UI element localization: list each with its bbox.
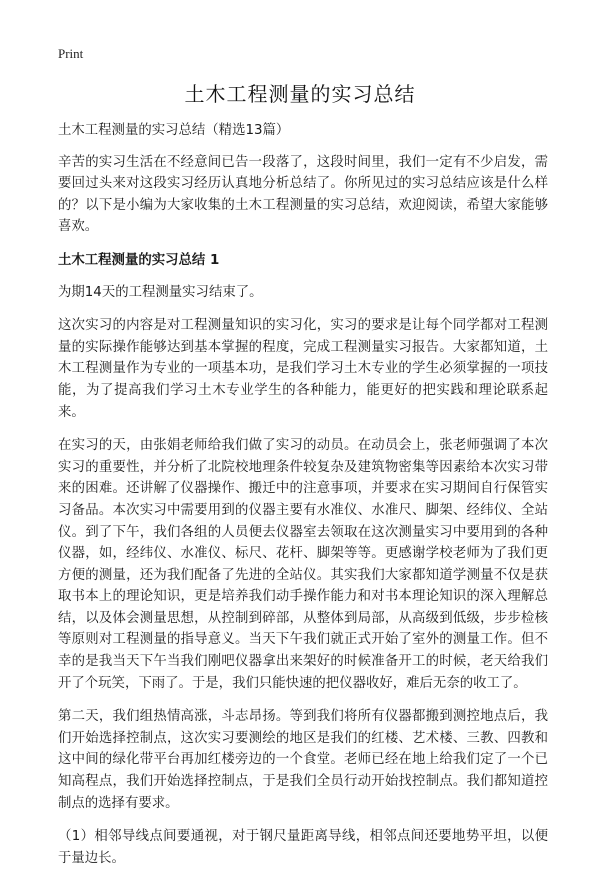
body-paragraph: 这次实习的内容是对工程测量知识的实习化，实习的要求是让每个同学都对工程测量的实际操作能够达到基本掌握的程度，完成工程测量实习报告。大家都知道，土木工程测量作为专业的一项基本功，是我们学习土木专业的学生必须掌握的一项技能，为了提高我们学习土木专业学生的各种能力，能更好的把实践和理论联系起来。	[58, 318, 548, 420]
section-heading: 土木工程测量的实习总结 1	[58, 252, 220, 268]
body-paragraph: 为期14天的工程测量实习结束了。	[58, 284, 263, 300]
body-paragraph: 第二天，我们组热情高涨，斗志昂扬。等到我们将所有仪器都搬到测控地点后，我们开始选择控制点，这次实习要测绘的地区是我们的红楼、艺术楼、三教、四教和这中间的绿化带平台再加红楼旁边的一个食堂。老师已经在地上给我们定了一个已知高程点，我们开始选择控制点，于是我们全员行动开始找控制点。我们都知道控制点的选择有要求。	[58, 709, 548, 811]
print-label: Print	[58, 46, 84, 61]
body-paragraph: 在实习的天，由张娟老师给我们做了实习的动员。在动员会上，张老师强调了本次实习的重要性，并分析了北院校地理条件较复杂及建筑物密集等因素给本次实习带来的困难。还讲解了仪器操作、搬迁中的注意事项，并要求在实习期间自行保管实习备品。本次实习中需要用到的仪器主要有水准仪、水准尺、脚架、经纬仪、全站仪。到了下午，我们各组的人员便去仪器室去领取在这次测量实习中要用到的各种仪器，如，经纬仪、水准仪、标尺、花杆、脚架等等。更感谢学校老师为了我们更方便的测量，还为我们配备了先进的全站仪。其实我们大家都知道学测量不仅是获取书本上的理论知识，更是培养我们动手操作能力和对书本理论知识的深入理解总结，以及体会测量思想，从控制到碎部，从整体到局部，从高级到低级，步步检核等原则对工程测量的指导意义。当天下午我们就正式开始了室外的测量工作。但不幸的是我当天下午当我们刚吧仪器拿出来架好的时候准备开工的时候，老天给我们开了个玩笑，下雨了。于是，我们只能快速的把仪器收好，难后无奈的收工了。	[58, 438, 548, 691]
document-title: 土木工程测量的实习总结	[184, 82, 416, 106]
document-body	[58, 120, 548, 881]
document-subtitle: 土木工程测量的实习总结（精选13篇）	[58, 123, 290, 138]
intro-paragraph: 辛苦的实习生活在不经意间已告一段落了，这段时间里，我们一定有不少启发，需要回过头来对这段实习经历认真地分析总结了。你所见过的实习总结应该是什么样的？以下是小编为大家收集的土木工程测量的实习总结，欢迎阅读，希望大家能够喜欢。	[58, 154, 548, 235]
body-paragraph: （1）相邻导线点间要通视，对于钢尺量距离导线，相邻点间还要地势平坦，以便于量边长。	[58, 829, 548, 866]
